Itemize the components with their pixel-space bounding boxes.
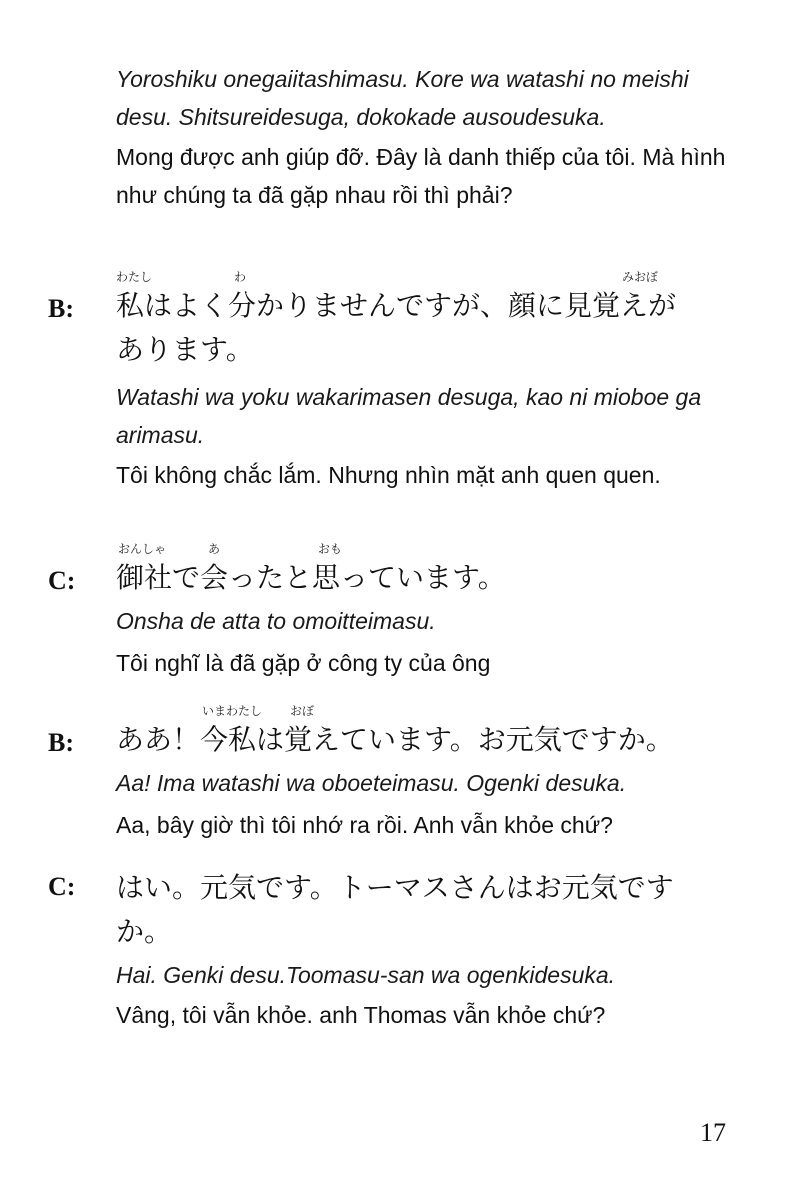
vietnamese-line: Vâng, tôi vẫn khỏe. anh Thomas vẫn khỏe chứ? xyxy=(116,1002,606,1028)
furigana: あ xyxy=(208,542,221,556)
romaji-line: Hai. Genki desu.Toomasu-san wa ogenkidesuka. xyxy=(116,962,616,988)
japanese-line: 私はよく分かりませんですが、顔に見覚えが xyxy=(116,289,677,322)
page-number: 17 xyxy=(700,1118,726,1147)
speaker-label: C: xyxy=(48,872,76,901)
japanese-line: か。 xyxy=(116,915,173,948)
japanese-line: ああ！今私は覚えています。お元気ですか。 xyxy=(116,723,674,756)
furigana: おも xyxy=(318,542,343,556)
furigana: わ xyxy=(234,270,247,284)
furigana: いまわたし xyxy=(202,704,263,718)
romaji-line: Aa! Ima watashi wa oboeteimasu. Ogenki desuka. xyxy=(116,770,627,796)
vietnamese-line: Aa, bây giờ thì tôi nhớ ra rồi. Anh vẫn khỏe chứ? xyxy=(116,812,613,838)
romaji-line: Onsha de atta to omoitteimasu. xyxy=(116,608,436,634)
speaker-label: C: xyxy=(48,566,76,595)
vietnamese-line: Tôi không chắc lắm. Nhưng nhìn mặt anh quen quen. xyxy=(116,462,661,488)
furigana: みおぼ xyxy=(622,270,659,284)
furigana: おぼ xyxy=(290,704,315,718)
speaker-label: B: xyxy=(48,728,74,757)
japanese-line: 御社で会ったと思っています。 xyxy=(116,561,506,594)
romaji-line: Watashi wa yoku wakarimasen desuga, kao ni mioboe ga arimasu. xyxy=(116,384,702,448)
furigana: わたし xyxy=(116,270,153,284)
furigana: おんしゃ xyxy=(118,542,167,556)
speaker-label: B: xyxy=(48,294,74,323)
intro-vietnamese: Mong được anh giúp đỡ. Đây là danh thiếp của tôi. Mà hình như chúng ta đã gặp nhau rồi thì phải? xyxy=(116,144,726,208)
vietnamese-line: Tôi nghĩ là đã gặp ở công ty của ông xyxy=(116,650,491,676)
intro-romaji: Yoroshiku onegaiitashimasu. Kore wa watashi no meishi desu. Shitsureidesuga, dokokade ausoudesuka. xyxy=(116,66,689,130)
japanese-line: はい。元気です。トーマスさんはお元気です xyxy=(116,871,674,904)
japanese-line: あります。 xyxy=(116,333,254,366)
